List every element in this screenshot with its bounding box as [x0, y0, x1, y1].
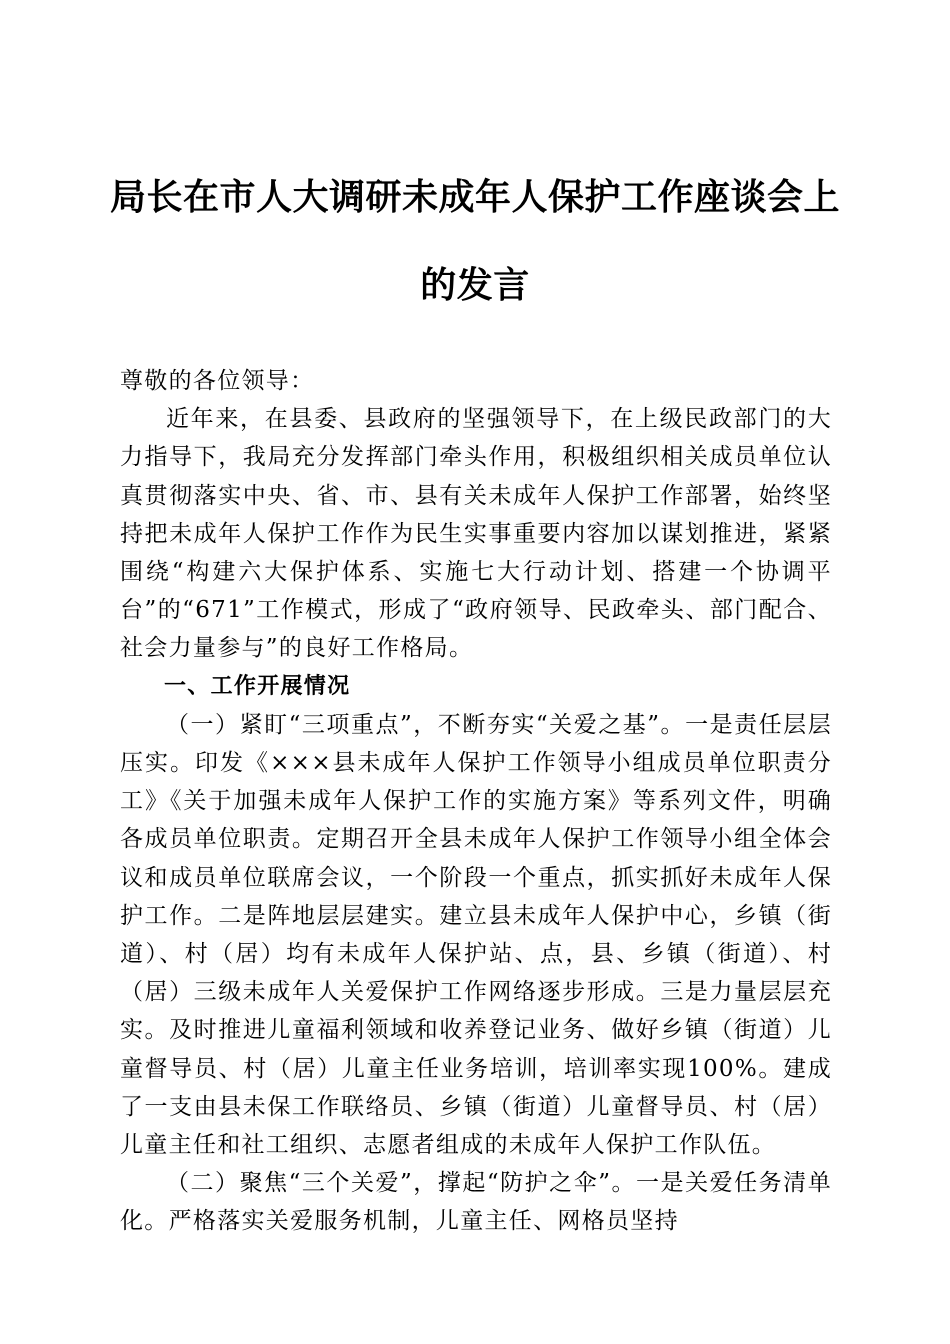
salutation: 尊敬的各位领导：	[120, 368, 315, 394]
document-title-line-2: 的发言	[420, 265, 530, 306]
section-heading: 一、工作开展情况	[164, 673, 351, 699]
document-title-line-1: 局长在市人大调研未成年人保护工作座谈会上	[110, 177, 841, 218]
body-paragraph: （一）紧盯“三项重点”，不断夯实“关爱之基”。一是责任层层压实。印发《×××县未成年人保护工作领导小组成员单位职责分工》《关于加强未成年人保护工作的实施方案》等系列文件，明确各成员单位职责。定期召开全县未成年人保护工作领导小组全体会议和成员单位联席会议，一个阶段一个重点，抓实抓好未成年人保护工作。二是阵地层层建实。建立县未成年人保护中心，乡镇（街道）、村（居）均有未成年人保护站、点，县、乡镇（街道）、村（居）三级未成年人关爱保护工作网络逐步形成。三是力量层层充实。及时推进儿童福利领域和收养登记业务、做好乡镇（街道）儿童督导员、村（居）儿童主任业务培训，培训率实现100%。建成了一支由县未保工作联络员、乡镇（街道）儿童督导员、村（居）儿童主任和社工组织、志愿者组成的未成年人保护工作队伍。	[120, 711, 832, 1159]
document-body	[120, 362, 832, 1241]
body-paragraph: （二）聚焦“三个关爱”，撑起“防护之伞”。一是关爱任务清单化。严格落实关爱服务机制，儿童主任、网格员坚持	[120, 1170, 832, 1235]
intro-paragraph: 近年来，在县委、县政府的坚强领导下，在上级民政部门的大力指导下，我局充分发挥部门牵头作用，积极组织相关成员单位认真贯彻落实中央、省、市、县有关未成年人保护工作部署，始终坚持把未成年人保护工作作为民生实事重要内容加以谋划推进，紧紧围绕“构建六大保护体系、实施七大行动计划、搭建一个协调平台”的“671”工作模式，形成了“政府领导、民政牵头、部门配合、社会力量参与”的良好工作格局。	[120, 406, 832, 662]
